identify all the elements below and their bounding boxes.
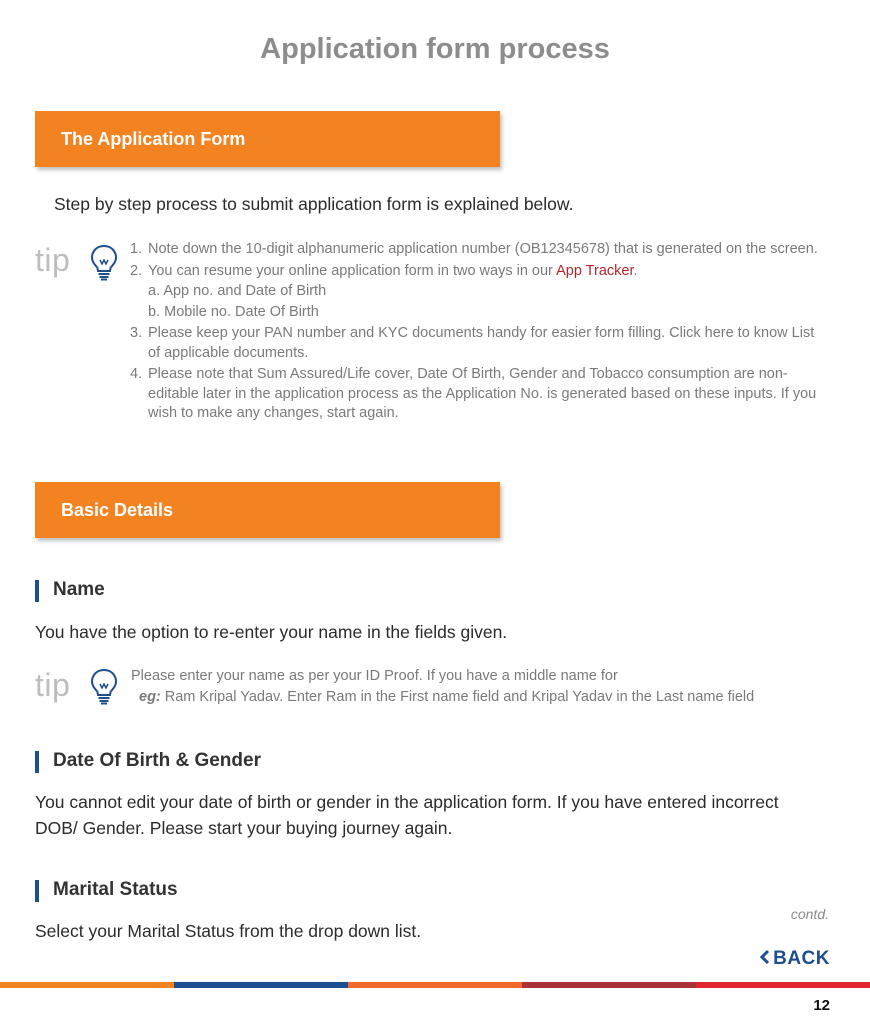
heading-text: Name [53,579,105,600]
stripe-segment [522,982,696,988]
banner-application-form: The Application Form [35,111,500,167]
tip-number: 4. [130,366,143,382]
tip-text: Note down the 10-digit alphanumeric application number (OB12345678) that is generated on the screen. [148,241,818,257]
heading-bar [35,751,39,773]
chevron-left-icon [759,949,771,965]
tip-example [131,687,754,708]
list-item [130,324,830,363]
tips-list [130,240,830,426]
tip-text: Ram Kripal Yadav. Enter Ram in the First name field and Kripal Yadav in the Last name field [164,689,755,705]
tip-text: Please keep your PAN number and KYC documents handy for easier form filling. Click here to know List of applicable documents. [148,325,815,361]
name-tip [131,666,754,708]
tip-text: . [633,262,638,279]
back-button[interactable] [759,948,830,970]
list-item [130,240,830,260]
example-label: eg: [139,689,161,705]
color-stripe [0,982,870,988]
heading-text: Date Of Birth & Gender [53,750,261,771]
tip-text: Please enter your name as per your ID Proof. If you have a middle name for [131,668,618,684]
tip-number: 1. [130,241,143,257]
banner-basic-details: Basic Details [35,482,500,538]
lightbulb-icon [89,244,119,282]
stripe-segment [696,982,870,988]
stripe-segment [174,982,348,988]
section-heading-marital-status [35,879,178,901]
tip-text: You can resume your online application form in two ways in our [148,262,557,279]
tip-subitem: b. Mobile no. Date Of Birth [148,303,319,320]
list-item [130,262,830,323]
heading-bar [35,580,39,602]
tip-number: 2. [130,262,143,279]
section-heading-name [35,579,105,601]
stripe-segment [348,982,522,988]
tip-subitem: a. App no. and Date of Birth [148,283,327,299]
tip-text: Please note that Sum Assured/Life cover, Date Of Birth, Gender and Tobacco consumption are non-editable later in the application process as the Application No. is generated based on these inputs. If you wish to make any changes, start again. [148,366,817,421]
tip-label: tip [35,667,71,703]
marital-description: Select your Marital Status from the drop down list. [35,921,422,941]
back-label: BACK [773,948,830,969]
dob-description: You cannot edit your date of birth or gender in the application form. If you have entered incorrect DOB/ Gender. Please start your buying journey again. [35,792,779,838]
section-heading-dob-gender [35,750,261,772]
list-item [130,365,830,424]
stripe-segment [0,982,174,988]
lightbulb-icon [89,668,119,706]
name-description: You have the option to re-enter your name in the fields given. [35,622,508,642]
heading-text: Marital Status [53,879,178,900]
tip-number: 3. [130,325,143,341]
app-tracker-link[interactable]: App Tracker [556,262,634,279]
page-number: 12 [813,997,830,1014]
tip-label: tip [35,242,71,278]
intro-text: Step by step process to submit application form is explained below. [54,194,574,214]
continued-note: contd. [790,906,829,922]
heading-bar [35,880,39,902]
page-title: Application form process [260,33,610,65]
